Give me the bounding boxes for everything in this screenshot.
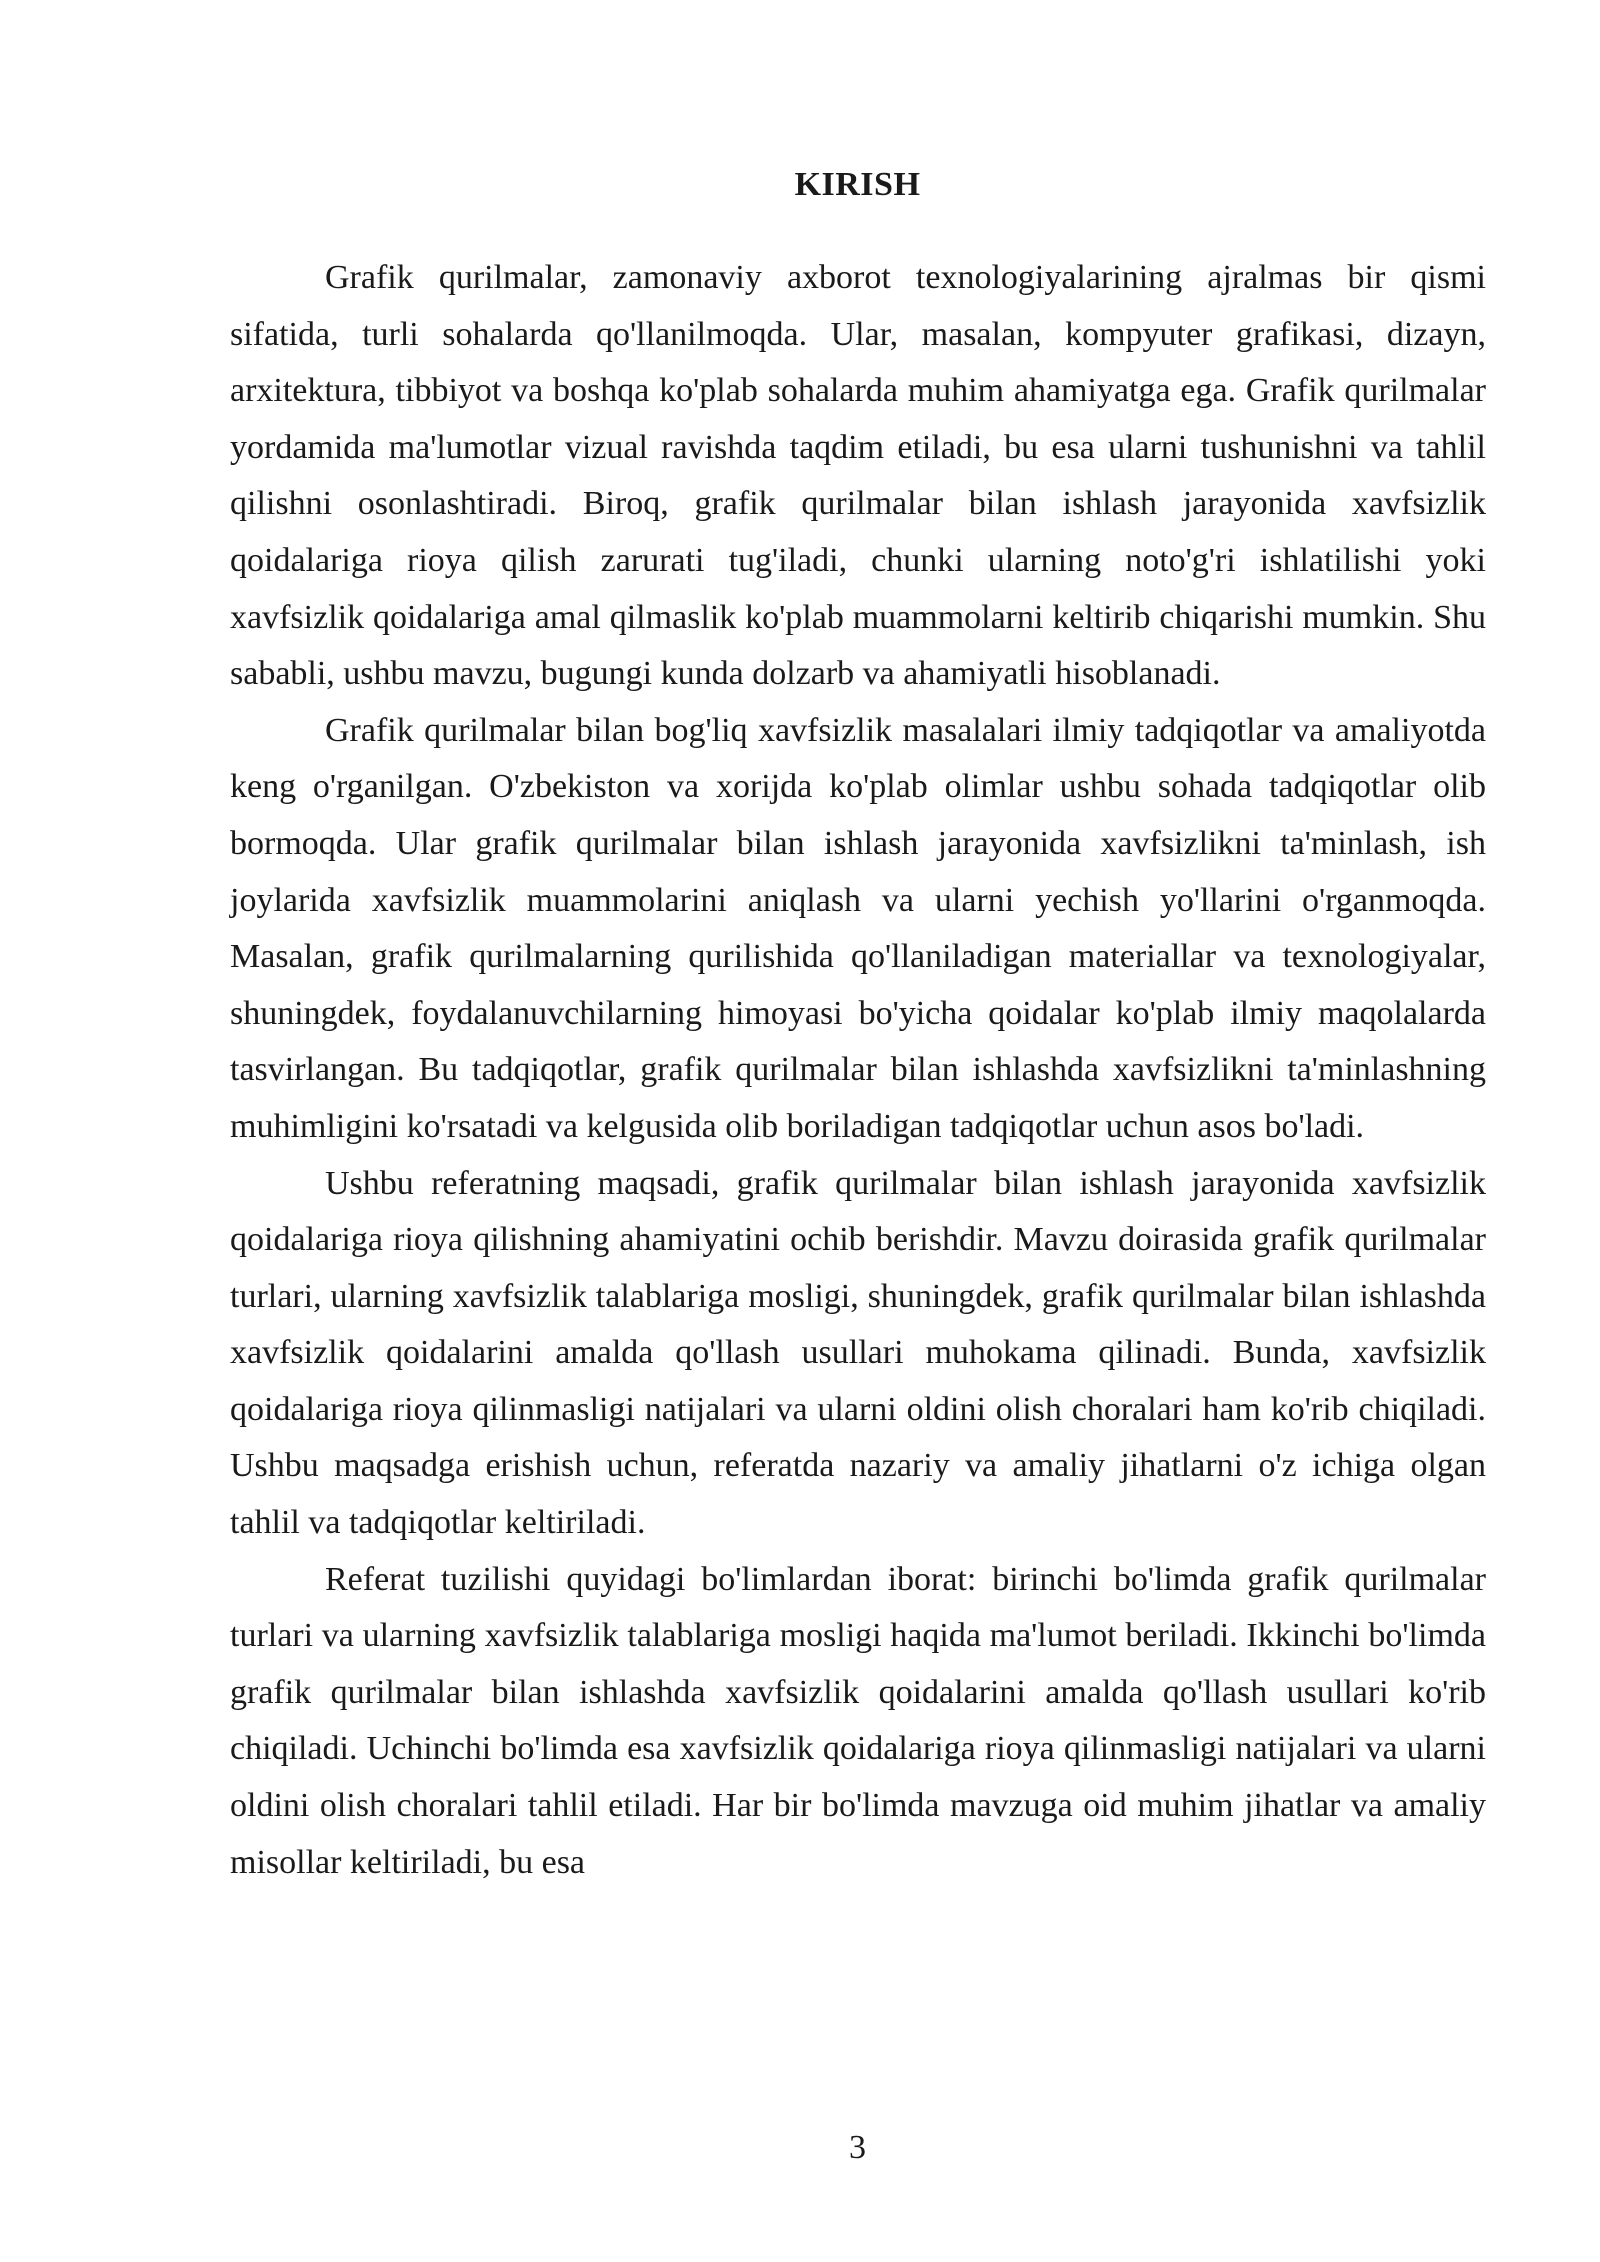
paragraph-3: Ushbu referatning maqsadi, grafik qurilmalar bilan ishlash jarayonida xavfsizlik qoidalariga rioya qilishning ahamiyatini ochib berishdir. Mavzu doirasida grafik qurilmalar turlari, ularning xavfsizlik talablariga mosligi, shuningdek, grafik qurilmalar bilan ishlashda xavfsizlik qoidalarini amalda qo'llash usullari muhokama qilinadi. Bunda, xavfsizlik qoidalariga rioya qilinmasligi natijalari va ularni oldini olish choralari ham ko'rib chiqiladi. Ushbu maqsadga erishish uchun, referatda nazariy va amaliy jihatlarni o'z ichiga olgan tahlil va tadqiqotlar keltiriladi. (230, 1164, 1486, 1542)
page-number: 3 (849, 2129, 866, 2166)
body-text (230, 250, 1486, 1891)
paragraph-2: Grafik qurilmalar bilan bog'liq xavfsizlik masalalari ilmiy tadqiqotlar va amaliyotda keng o'rganilgan. O'zbekiston va xorijda ko'plab olimlar ushbu sohada tadqiqotlar olib bormoqda. Ular grafik qurilmalar bilan ishlash jarayonida xavfsizlikni ta'minlash, ish joylarida xavfsizlik muammolarini aniqlash va ularni yechish yo'llarini o'rganmoqda. Masalan, grafik qurilmalarning qurilishida qo'llaniladigan materiallar va texnologiyalar, shuningdek, foydalanuvchilarning himoyasi bo'yicha qoidalar ko'plab ilmiy maqolalarda tasvirlangan. Bu tadqiqotlar, grafik qurilmalar bilan ishlashda xavfsizlikni ta'minlashning muhimligini ko'rsatadi va kelgusida olib boriladigan tadqiqotlar uchun asos bo'ladi. (230, 711, 1486, 1145)
paragraph-1: Grafik qurilmalar, zamonaviy axborot texnologiyalarining ajralmas bir qismi sifatida, turli sohalarda qo'llanilmoqda. Ular, masalan, kompyuter grafikasi, dizayn, arxitektura, tibbiyot va boshqa ko'plab sohalarda muhim ahamiyatga ega. Grafik qurilmalar yordamida ma'lumotlar vizual ravishda taqdim etiladi, bu esa ularni tushunishni va tahlil qilishni osonlashtiradi. Biroq, grafik qurilmalar bilan ishlash jarayonida xavfsizlik qoidalariga rioya qilish zarurati tug'iladi, chunki ularning noto'g'ri ishlatilishi yoki xavfsizlik qoidalariga amal qilmaslik ko'plab muammolarni keltirib chiqarishi mumkin. Shu sababli, ushbu mavzu, bugungi kunda dolzarb va ahamiyatli hisoblanadi. (230, 259, 1486, 693)
paragraph-4: Referat tuzilishi quyidagi bo'limlardan iborat: birinchi bo'limda grafik qurilmalar turlari va ularning xavfsizlik talablariga mosligi haqida ma'lumot beriladi. Ikkinchi bo'limda grafik qurilmalar bilan ishlashda xavfsizlik qoidalarini amalda qo'llash usullari ko'rib chiqiladi. Uchinchi bo'limda esa xavfsizlik qoidalariga rioya qilinmasligi natijalari va ularni oldini olish choralari tahlil etiladi. Har bir bo'limda mavzuga oid muhim jihatlar va amaliy misollar keltiriladi, bu esa (230, 1560, 1486, 1881)
section-title: KIRISH (794, 166, 921, 203)
